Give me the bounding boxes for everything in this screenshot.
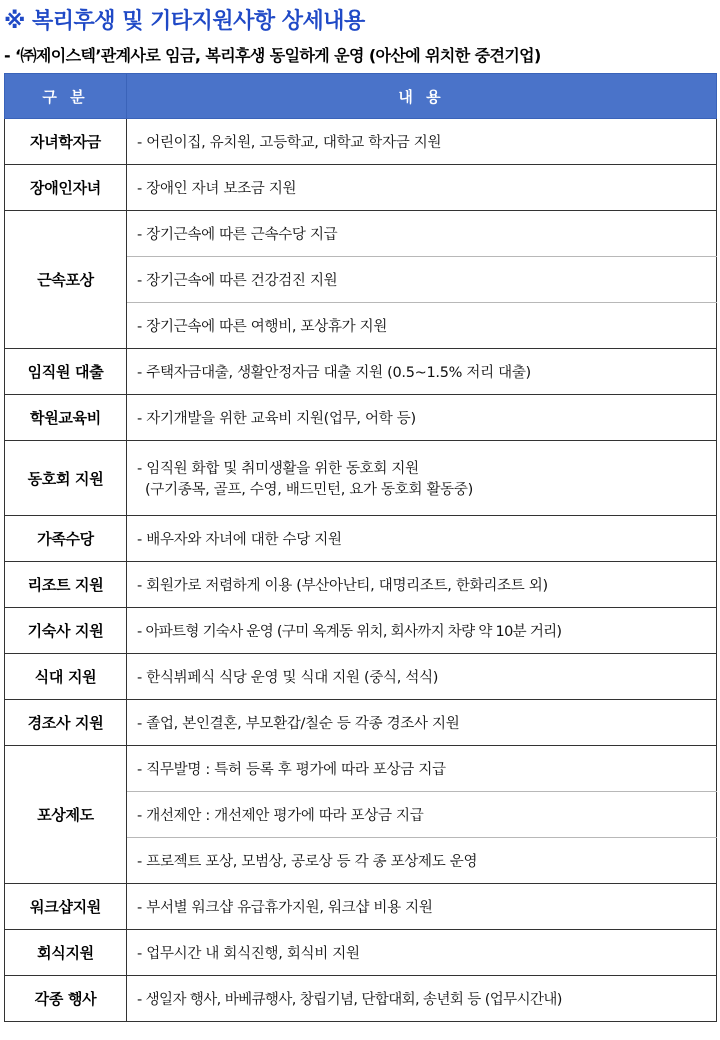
table-row (5, 516, 717, 562)
row-item: - 직무발명 : 특허 등록 후 평가에 따라 포상금 지급 (127, 746, 717, 792)
row-category: 장애인자녀 (5, 165, 127, 211)
row-item: - 한식뷔페식 식당 운영 및 식대 지원 (중식, 석식) (127, 654, 717, 700)
row-category: 리조트 지원 (5, 562, 127, 608)
row-category: 각종 행사 (5, 976, 127, 1022)
row-item: - 임직원 화합 및 취미생활을 위한 동호회 지원 (137, 461, 419, 477)
row-item: - 업무시간 내 회식진행, 회식비 지원 (127, 930, 717, 976)
table-row (5, 976, 717, 1022)
table-row (5, 562, 717, 608)
row-category: 워크샵지원 (5, 884, 127, 930)
row-item: - 졸업, 본인결혼, 부모환갑/칠순 등 각종 경조사 지원 (127, 700, 717, 746)
row-item: - 자기개발을 위한 교육비 지원(업무, 어학 등) (127, 395, 717, 441)
row-item: - 부서별 워크샵 유급휴가지원, 워크샵 비용 지원 (127, 884, 717, 930)
page-title: ※ 복리후생 및 기타지원사항 상세내용 (4, 9, 365, 34)
header-content: 내 용 (127, 74, 717, 119)
row-item-detail: (구기종목, 골프, 수영, 배드민턴, 요가 동호회 활동중) (145, 482, 473, 498)
table-row (5, 884, 717, 930)
table-row (5, 930, 717, 976)
row-item: - 장기근속에 따른 근속수당 지급 (127, 211, 717, 257)
row-category: 자녀학자금 (5, 119, 127, 165)
row-item: - 개선제안 : 개선제안 평가에 따라 포상금 지급 (127, 792, 717, 838)
row-item-multiline (127, 441, 717, 516)
row-item: - 아파트형 기숙사 운영 (구미 옥계동 위치, 회사까지 차량 약 10분 거리) (127, 608, 717, 654)
row-category: 학원교육비 (5, 395, 127, 441)
table-row (5, 165, 717, 211)
row-item: - 생일자 행사, 바베큐행사, 창립기념, 단합대회, 송년회 등 (업무시간내) (127, 976, 717, 1022)
row-category: 임직원 대출 (5, 349, 127, 395)
table-row (5, 654, 717, 700)
header-category: 구 분 (5, 74, 127, 119)
table-row (5, 608, 717, 654)
row-category: 회식지원 (5, 930, 127, 976)
row-category: 가족수당 (5, 516, 127, 562)
row-category: 포상제도 (5, 746, 127, 884)
table-row (5, 746, 717, 792)
row-item: - 어린이집, 유치원, 고등학교, 대학교 학자금 지원 (127, 119, 717, 165)
table-row (5, 441, 717, 516)
table-row (5, 211, 717, 257)
row-item: - 회원가로 저렴하게 이용 (부산아난티, 대명리조트, 한화리조트 외) (127, 562, 717, 608)
row-item: - 배우자와 자녀에 대한 수당 지원 (127, 516, 717, 562)
row-item: - 프로젝트 포상, 모범상, 공로상 등 각 종 포상제도 운영 (127, 838, 717, 884)
benefits-table (4, 73, 717, 1022)
page-subtitle: - ‘㈜제이스텍’관계사로 임금, 복리후생 동일하게 운영 (아산에 위치한 중견기업) (4, 46, 541, 65)
table-row (5, 395, 717, 441)
row-category: 동호회 지원 (5, 441, 127, 516)
table-row (5, 700, 717, 746)
row-item: - 장기근속에 따른 여행비, 포상휴가 지원 (127, 303, 717, 349)
row-category: 근속포상 (5, 211, 127, 349)
table-header-row (5, 74, 717, 119)
row-category: 식대 지원 (5, 654, 127, 700)
row-category: 기숙사 지원 (5, 608, 127, 654)
table-row (5, 119, 717, 165)
table-row (5, 349, 717, 395)
row-item: - 장기근속에 따른 건강검진 지원 (127, 257, 717, 303)
row-item: - 주택자금대출, 생활안정자금 대출 지원 (0.5~1.5% 저리 대출) (127, 349, 717, 395)
row-item: - 장애인 자녀 보조금 지원 (127, 165, 717, 211)
row-category: 경조사 지원 (5, 700, 127, 746)
